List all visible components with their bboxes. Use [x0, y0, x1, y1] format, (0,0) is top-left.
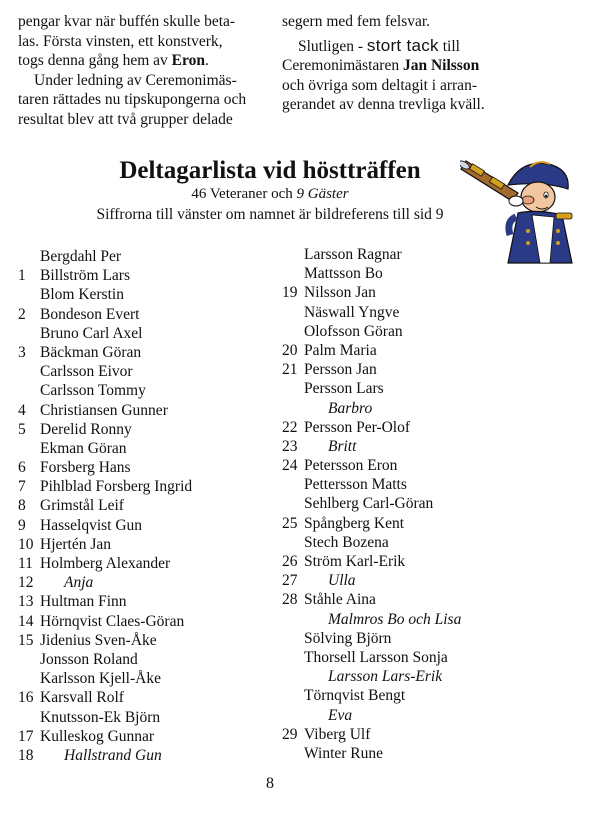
participant-name: Thorsell Larsson Sonja	[304, 648, 448, 666]
intro-right-column	[282, 12, 527, 115]
participant-entry	[282, 456, 572, 475]
photo-reference-number: 11	[18, 555, 33, 572]
participant-entry	[18, 439, 273, 458]
participant-name: Persson Jan	[304, 361, 377, 379]
guest-name: Barbro	[328, 399, 373, 417]
photo-reference-number	[282, 610, 304, 629]
intro-right-paragraph-1: segern med fem felsvar.	[282, 13, 431, 30]
photo-reference-number: 9	[18, 516, 26, 534]
page-number: 8	[266, 775, 274, 792]
guest-entry	[282, 706, 572, 725]
intro-right-p2-bold: Jan Nilsson	[402, 57, 480, 74]
participant-name: Billström Lars	[40, 267, 130, 285]
participant-entry	[18, 631, 273, 650]
participant-entry	[18, 554, 273, 573]
participant-entry	[282, 475, 572, 494]
photo-reference-number	[282, 494, 304, 513]
photo-reference-number: 19	[282, 284, 298, 302]
guest-name: Hallstrand Gun	[64, 746, 162, 764]
participant-name: Karsvall Rolf	[40, 689, 124, 707]
photo-reference-number	[282, 322, 304, 341]
participant-entry	[18, 343, 273, 362]
participant-entry	[18, 247, 273, 266]
participant-name: Törnqvist Bengt	[304, 687, 406, 705]
list-subtitle	[0, 185, 540, 203]
photo-reference-number	[282, 475, 304, 494]
participant-entry	[18, 477, 273, 496]
intro-right-paragraph-2	[282, 36, 527, 115]
photo-reference-number: 22	[282, 418, 298, 436]
participant-name: Knutsson-Ek Björn	[40, 708, 161, 726]
guest-entry	[282, 399, 572, 418]
participant-name: Nilsson Jan	[304, 284, 376, 302]
photo-reference-number: 14	[18, 612, 34, 630]
intro-left-p1-end: .	[204, 52, 209, 69]
participant-name: Bondeson Evert	[40, 305, 140, 323]
participant-name: Sölving Björn	[304, 629, 392, 647]
participant-entry	[282, 283, 572, 302]
participant-name: Pihlblad Forsberg Ingrid	[40, 478, 193, 496]
photo-reference-number: 18	[18, 746, 34, 764]
participant-entry	[18, 592, 273, 611]
participant-name: Hasselqvist Gun	[40, 516, 143, 534]
participant-name: Ström Karl-Erik	[304, 553, 406, 570]
photo-reference-number	[282, 264, 304, 283]
photo-reference-number	[18, 381, 40, 400]
photo-reference-number	[282, 245, 304, 264]
intro-left-paragraph-2: Under ledning av Ceremonimäs- taren rättades nu tipskupongerna och resultat blev att två grupper delade	[18, 71, 247, 128]
participant-entry	[282, 552, 572, 571]
participant-entry	[282, 418, 572, 437]
participant-name: Bäckman Göran	[40, 343, 142, 361]
participant-entry	[18, 650, 273, 669]
participant-name: Hörnqvist Claes-Göran	[40, 612, 185, 630]
participant-name: Blom Kerstin	[40, 286, 124, 304]
participant-list-header	[0, 157, 540, 225]
photo-reference-number: 25	[282, 514, 298, 532]
photo-reference-number: 1	[18, 267, 26, 285]
photo-reference-number: 27	[282, 572, 298, 590]
guest-name: Larsson Lars-Erik	[328, 668, 443, 686]
participant-entry	[282, 648, 572, 667]
participant-entry	[18, 535, 273, 554]
participant-name: Jonsson Roland	[40, 650, 138, 668]
intro-left-column	[18, 12, 266, 129]
guest-name: Eva	[328, 706, 353, 724]
participant-list-right	[282, 245, 572, 763]
guest-name: Malmros Bo och Lisa	[328, 610, 462, 628]
participant-entry	[282, 744, 572, 763]
guest-entry	[282, 571, 572, 590]
participant-name: Carlsson Tommy	[40, 382, 146, 400]
photo-reference-number	[18, 247, 40, 266]
participant-name: Grimstål Leif	[40, 497, 124, 515]
photo-reference-number	[282, 706, 304, 725]
participant-name: Holmberg Alexander	[40, 555, 171, 572]
participant-name: Viberg Ulf	[304, 725, 371, 743]
participant-entry	[18, 688, 273, 707]
photo-reference-number: 8	[18, 497, 26, 515]
participant-entry	[282, 533, 572, 552]
participant-name: Ståhle Aina	[304, 591, 376, 609]
participant-name: Larsson Ragnar	[304, 246, 402, 263]
intro-right-p2-end: och övriga som deltagit i arran- gerandet av denna trevliga kväll.	[282, 76, 485, 113]
photo-reference-number	[18, 708, 40, 727]
participant-entry	[18, 362, 273, 381]
participant-entry	[18, 401, 273, 420]
participant-name: Kulleskog Gunnar	[40, 727, 155, 745]
photo-reference-number: 6	[18, 459, 26, 477]
participant-name: Hjertén Jan	[40, 535, 112, 553]
page-title: Deltagarlista vid höstträffen	[119, 157, 421, 184]
participant-name: Persson Lars	[304, 380, 384, 398]
participant-entry	[18, 669, 273, 688]
participant-name: Ekman Göran	[40, 439, 127, 457]
photo-reference-number: 2	[18, 305, 26, 323]
photo-reference-number: 12	[18, 574, 34, 592]
participant-name: Winter Rune	[304, 744, 384, 762]
photo-reference-number: 21	[282, 361, 298, 379]
participant-entry	[282, 245, 572, 264]
photo-reference-number: 5	[18, 420, 26, 438]
photo-reference-number: 4	[18, 401, 26, 419]
participant-entry	[18, 458, 273, 477]
guest-entry	[18, 573, 273, 592]
photo-reference-number: 13	[18, 593, 34, 611]
guest-name: Ulla	[328, 572, 356, 590]
participant-list-left	[18, 247, 273, 765]
participant-name: Palm Maria	[304, 341, 377, 359]
photo-reference-number	[282, 667, 304, 686]
photo-reference-number	[18, 324, 40, 343]
photo-reference-number	[282, 686, 304, 705]
participant-name: Hultman Finn	[40, 593, 127, 611]
guest-entry	[18, 746, 273, 765]
photo-reference-number: 3	[18, 343, 26, 361]
photo-reference-number: 23	[282, 437, 298, 455]
participant-entry	[282, 590, 572, 609]
list-note: Siffrorna till vänster om namnet är bildreferens till sid 9	[96, 206, 444, 223]
participant-entry	[282, 514, 572, 533]
participant-entry	[18, 727, 273, 746]
photo-reference-number	[18, 439, 40, 458]
participant-name: Karlsson Kjell-Åke	[40, 670, 161, 688]
participant-entry	[282, 341, 572, 360]
participant-name: Stech Bozena	[304, 533, 389, 551]
participant-entry	[282, 303, 572, 322]
photo-reference-number: 24	[282, 457, 298, 475]
photo-reference-number	[282, 629, 304, 648]
participant-entry	[282, 360, 572, 379]
participant-entry	[282, 686, 572, 705]
participant-name: Näswall Yngve	[304, 303, 400, 321]
intro-right-p2-start: Slutligen -	[298, 37, 367, 55]
participant-entry	[18, 381, 273, 400]
photo-reference-number	[18, 650, 40, 669]
photo-reference-number	[282, 744, 304, 763]
participant-name: Sehlberg Carl-Göran	[304, 495, 434, 513]
intro-left-paragraph-1	[18, 12, 266, 71]
photo-reference-number	[282, 533, 304, 552]
participant-name: Spångberg Kent	[304, 514, 405, 532]
participant-entry	[282, 379, 572, 398]
participant-entry	[18, 420, 273, 439]
participant-name: Petersson Eron	[304, 457, 398, 475]
photo-reference-number	[282, 379, 304, 398]
participant-name: Forsberg Hans	[40, 459, 131, 477]
participant-name: Christiansen Gunner	[40, 401, 168, 419]
intro-left-p1-bold: Eron	[171, 52, 205, 69]
participant-name: Pettersson Matts	[304, 476, 407, 494]
guest-name: Britt	[328, 437, 357, 455]
photo-reference-number: 16	[18, 689, 34, 707]
participant-name: Mattsson Bo	[304, 265, 383, 283]
guest-entry	[282, 667, 572, 686]
participant-entry	[282, 264, 572, 283]
photo-reference-number: 15	[18, 631, 34, 649]
participant-entry	[18, 516, 273, 535]
participant-entry	[18, 305, 273, 324]
intro-left-p1-text: pengar kvar när buffén skulle beta- las. Första vinsten, ett konstverk, togs denna gång hem av	[18, 13, 236, 69]
participant-entry	[18, 324, 273, 343]
guest-name: Anja	[64, 574, 94, 592]
photo-reference-number: 7	[18, 478, 26, 496]
photo-reference-number: 17	[18, 727, 34, 745]
participant-name: Bruno Carl Axel	[40, 324, 143, 342]
guest-entry	[282, 610, 572, 629]
photo-reference-number	[18, 362, 40, 381]
participant-name: Carlsson Eivor	[40, 363, 133, 381]
photo-reference-number	[282, 303, 304, 322]
participant-entry	[282, 322, 572, 341]
participant-entry	[18, 266, 273, 285]
participant-name: Derelid Ronny	[40, 420, 132, 438]
list-subtitle-guests: 9 Gäster	[296, 186, 349, 202]
participant-name: Olofsson Göran	[304, 322, 403, 340]
participant-entry	[18, 496, 273, 515]
list-subtitle-veterans: 46 Veteraner och	[191, 186, 297, 202]
participant-name: Bergdahl Per	[40, 248, 122, 265]
participant-entry	[18, 612, 273, 631]
participant-entry	[282, 725, 572, 744]
intro-right-p2-mid: till Ceremonimästaren	[282, 37, 460, 74]
participant-name: Jidenius Sven-Åke	[40, 631, 157, 649]
photo-reference-number	[282, 399, 304, 418]
participant-name: Persson Per-Olof	[304, 418, 411, 436]
photo-reference-number	[18, 285, 40, 304]
intro-right-p2-stort: stort tack	[366, 35, 439, 55]
photo-reference-number	[18, 669, 40, 688]
guest-entry	[282, 437, 572, 456]
photo-reference-number: 28	[282, 591, 298, 609]
participant-entry	[18, 708, 273, 727]
photo-reference-number	[282, 648, 304, 667]
participant-entry	[282, 494, 572, 513]
participant-entry	[18, 285, 273, 304]
participant-entry	[282, 629, 572, 648]
photo-reference-number: 20	[282, 341, 298, 359]
photo-reference-number: 29	[282, 725, 298, 743]
photo-reference-number: 10	[18, 535, 34, 553]
photo-reference-number: 26	[282, 553, 298, 570]
